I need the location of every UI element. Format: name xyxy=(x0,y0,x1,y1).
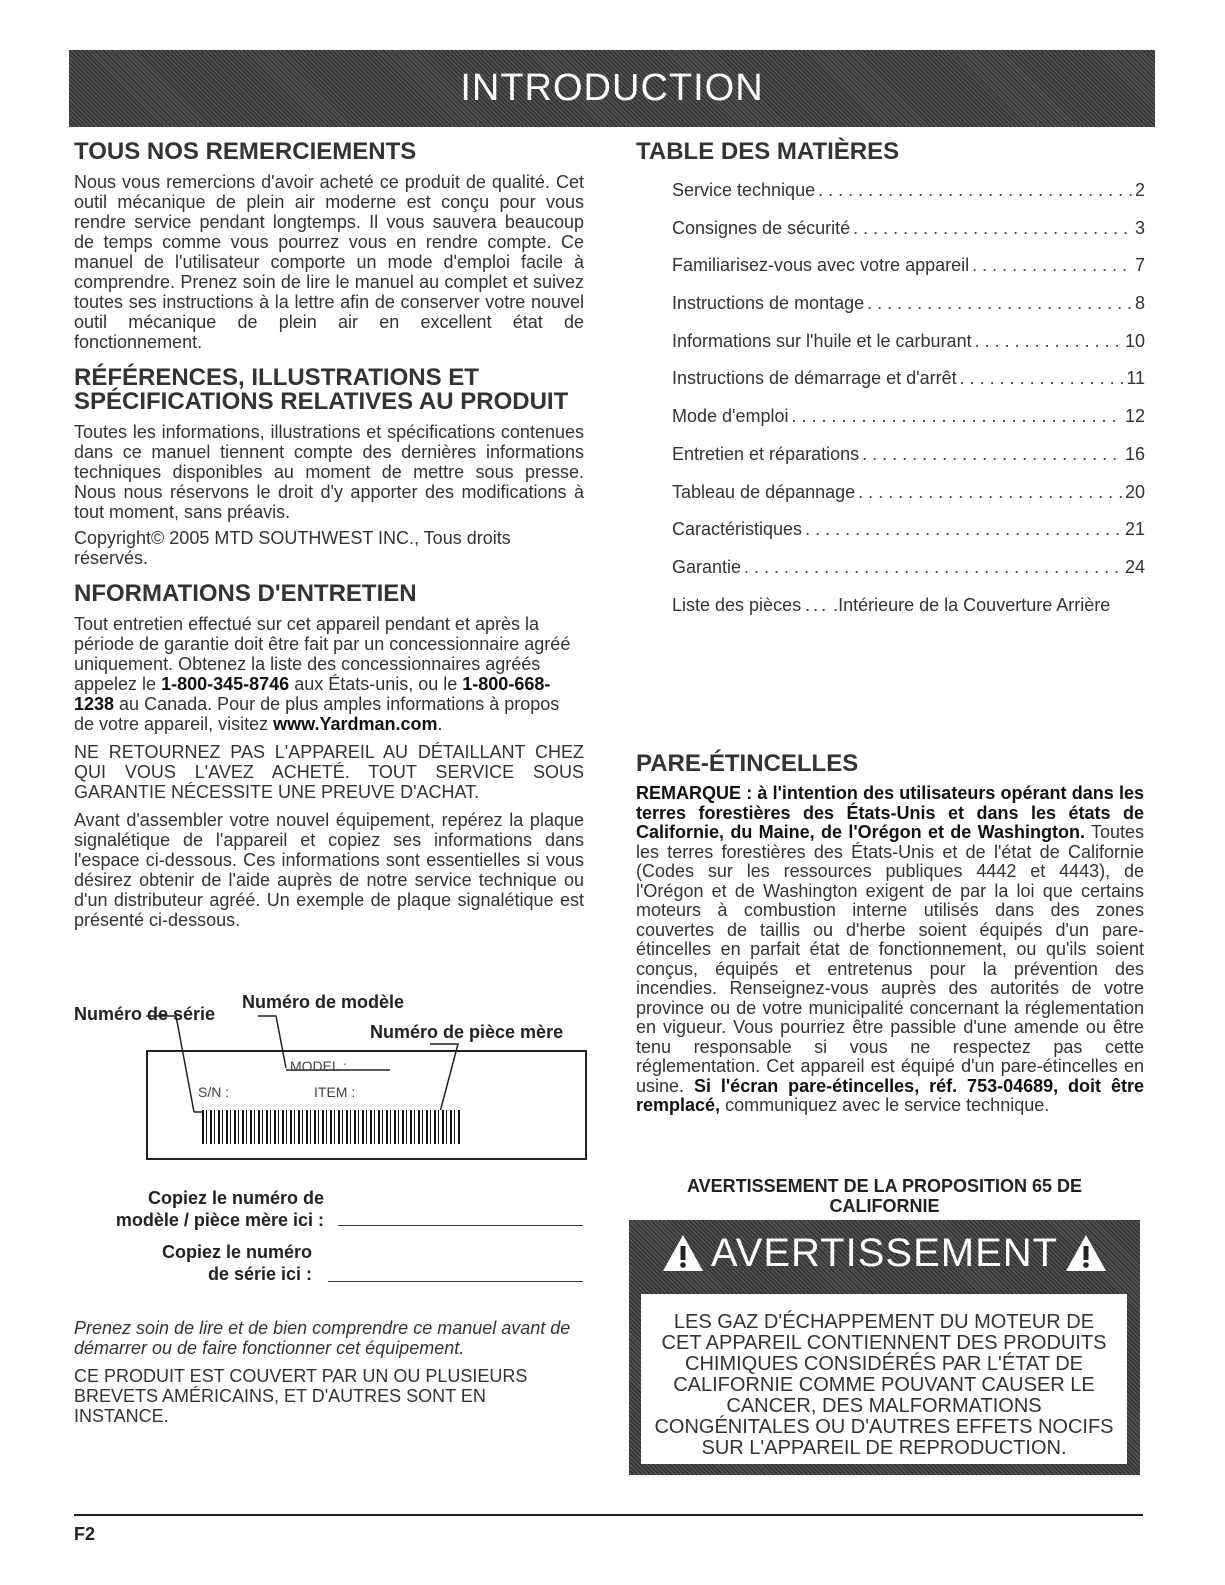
toc-item-page: 2 xyxy=(1134,180,1145,200)
toc-heading: TABLE DES MATIÈRES xyxy=(636,138,900,165)
toc-item-page: 16 xyxy=(1124,443,1145,464)
toc-item-page: 10 xyxy=(1124,330,1145,351)
thanks-body: Nous vous remercions d'avoir acheté ce produit de qualité. Cet outil mécanique de plein air moderne est conçu pour vous rendre service pendant longtemps. Il vous sauvera beaucoup de temps comme vous pourrez vous en rendre compte. Ce manuel de l'utilisateur comporte un mode d'emploi facile à comprendre. Prenez soin de lire le manuel au complet et suivez toutes ses instructions à la lettre afin de conserver votre nouvel outil mécanique de plein air en excellent état de fonctionnement. xyxy=(74,172,584,352)
spark-arrester-section xyxy=(636,752,1144,1116)
warning-triangle-icon xyxy=(661,1233,705,1273)
serial-write-field[interactable] xyxy=(328,1281,583,1282)
phone-us: 1-800-345-8746 xyxy=(161,674,290,694)
toc-item-title: Liste des pièces xyxy=(672,594,802,615)
prop65-heading xyxy=(629,1176,1140,1216)
copy-serial-label xyxy=(74,1241,312,1285)
toc-item-page: 21 xyxy=(1124,519,1145,540)
toc-item[interactable] xyxy=(672,368,1145,406)
service-heading: NFORMATIONS D'ENTRETIEN xyxy=(74,580,417,607)
toc-item-page: 11 xyxy=(1126,368,1145,389)
references-body: Toutes les informations, illustrations et spécifications contenues dans ce manuel tiennent compte des dernières informations techniques disponibles au moment de mettre sous presse. Nous nous réservons le droit d'y apporter des modifications à tout moment, sans préavis. xyxy=(74,422,584,522)
toc-item[interactable] xyxy=(672,557,1145,595)
prop65-heading-line2: CALIFORNIE xyxy=(829,1196,940,1216)
references-heading-line2: SPÉCIFICATIONS RELATIVES AU PRODUIT xyxy=(74,388,569,415)
prop65-warning-box xyxy=(629,1220,1140,1475)
toc-item-page: 12 xyxy=(1124,406,1145,427)
toc-leader xyxy=(792,406,1122,427)
toc-list xyxy=(672,180,1145,632)
model-write-field[interactable] xyxy=(338,1225,583,1226)
toc-item-page: .Intérieure de la Couverture Arrière xyxy=(833,594,1111,615)
toc-item[interactable] xyxy=(672,519,1145,557)
toc-item[interactable] xyxy=(672,482,1145,520)
thanks-heading: TOUS NOS REMERCIEMENTS xyxy=(74,138,417,165)
toc-leader xyxy=(858,482,1122,503)
toc-item[interactable] xyxy=(672,331,1145,369)
footer-rule xyxy=(74,1514,1143,1516)
toc-item-title: Informations sur l'huile et le carburant xyxy=(672,330,972,351)
toc-item-title: Entretien et réparations xyxy=(672,443,860,464)
warning-line: LES GAZ D'ÉCHAPPEMENT DU MOTEUR DE xyxy=(673,1311,1095,1333)
toc-item-title: Instructions de démarrage et d'arrêt xyxy=(672,368,957,389)
spark-body xyxy=(636,784,1144,1116)
references-heading-line1: RÉFÉRENCES, ILLUSTRATIONS ET xyxy=(74,364,479,391)
toc-leader xyxy=(853,218,1132,239)
spark-bold-tail: Si l'écran pare-étincelles, réf. 753-04689, doit être remplacé, xyxy=(636,1075,1144,1115)
copy-serial-line2: de série ici : xyxy=(207,1264,312,1284)
warning-line: CONGÉNITALES OU D'AUTRES EFFETS NOCIFS xyxy=(654,1416,1114,1438)
warning-header xyxy=(629,1220,1140,1286)
toc-item[interactable] xyxy=(672,255,1145,293)
caps-notice: NE RETOURNEZ PAS L'APPAREIL AU DÉTAILLANT CHEZ QUI VOUS L'AVEZ ACHETÉ. TOUT SERVICE SOUS GARANTIE NÉCESSITE UNE PREUVE D'ACHAT. xyxy=(74,742,584,802)
toc-item-page: 3 xyxy=(1134,217,1145,238)
warning-triangle-icon xyxy=(1064,1233,1108,1273)
toc-leader xyxy=(805,519,1122,540)
toc-leader-short: ... xyxy=(805,594,830,615)
phone-ca: 1-800-668-1238 xyxy=(74,674,551,714)
toc-item-title: Mode d'emploi xyxy=(672,406,789,427)
banner-title: INTRODUCTION xyxy=(460,67,764,109)
toc-item-title: Service technique xyxy=(672,180,816,200)
identification-plate xyxy=(146,1050,587,1160)
label-model: Numéro de modèle xyxy=(242,992,405,1012)
right-column xyxy=(636,140,1146,632)
toc-item[interactable] xyxy=(672,444,1145,482)
copyright-text: Copyright© 2005 MTD SOUTHWEST INC., Tous droits réservés. xyxy=(74,528,511,568)
toc-item-title: Consignes de sécurité xyxy=(672,217,851,238)
toc-item[interactable] xyxy=(672,293,1145,331)
service-body-c: au Canada. Pour de plus amples informations à propos de votre appareil, visitez xyxy=(74,694,560,734)
copy-model-line2: modèle / pièce mère ici : xyxy=(115,1210,324,1230)
toc-item-title: Garantie xyxy=(672,556,742,577)
copy-serial-line1: Copiez le numéro xyxy=(161,1242,312,1262)
toc-item-title: Tableau de dépannage xyxy=(672,481,856,502)
label-serial: Numéro de série xyxy=(74,1004,216,1024)
toc-item[interactable] xyxy=(672,180,1145,218)
toc-leader xyxy=(744,557,1122,578)
copy-model-label xyxy=(74,1187,324,1231)
copy-model-line1: Copiez le numéro de xyxy=(147,1188,324,1208)
warning-word: AVERTISSEMENT xyxy=(710,1230,1059,1275)
warning-line: CANCER, DES MALFORMATIONS xyxy=(726,1395,1042,1417)
toc-item-page: 8 xyxy=(1134,293,1145,314)
toc-leader xyxy=(867,293,1132,314)
page-number: F2 xyxy=(74,1524,96,1544)
barcode-graphic xyxy=(202,1110,460,1144)
toc-leader xyxy=(975,331,1122,352)
toc-item[interactable] xyxy=(672,218,1145,256)
toc-leader xyxy=(972,255,1132,276)
toc-leader xyxy=(862,444,1122,465)
toc-item-page: 7 xyxy=(1134,255,1145,276)
toc-item-title: Caractéristiques xyxy=(672,519,803,540)
toc-item-page: 24 xyxy=(1124,556,1145,577)
warning-line: CALIFORNIE COMME POUVANT CAUSER LE xyxy=(673,1374,1095,1396)
spark-body-text: Toutes les terres forestières des États-Unis et de l'état de Californie (Codes sur les ressources publiques 4442 et 4443), de l'Orégon et de Washington exigent de par la loi que certains moteurs à combustion interne utilisés dans des zones couvertes de taillis ou d'herbe soient équipés d'un pare-étincelles en parfait état de fonctionnement, ou qu'ils soient conçus, équipés et entretenus pour la prévention des incendies. Renseignez-vous auprès des autorités de votre province ou de votre municipalité concernant la réglementation en vigueur. Vous pourriez être passible d'une amende ou être tenu responsable si vous ne respectez pas cette réglementation. Cet appareil est équipé d'un pare-étincelles en usine. xyxy=(636,822,1144,1096)
website-link[interactable]: www.Yardman.com xyxy=(273,714,438,734)
label-item: Numéro de pièce mère xyxy=(370,1022,564,1042)
toc-leader xyxy=(960,368,1124,389)
spark-body-end: communiquez avec le service technique. xyxy=(720,1095,1050,1115)
service-body-b: aux États-unis, ou le xyxy=(289,674,463,694)
plate-instructions: Avant d'assembler votre nouvel équipement, repérez la plaque signalétique de l'appareil et copiez ses informations dans l'espace ci-dessous. Ces informations sont essentielles si vous désirez obtenir de l'aide auprès de notre service technique ou d'un distributeur agréé. Un exemple de plaque signalétique est présenté ci-dessous. xyxy=(74,810,584,930)
service-body-d: . xyxy=(437,714,443,734)
spark-bold-lead: REMARQUE : à l'intention des utilisateurs opérant dans les terres forestières des États-Unis et dans les états de Californie, du Maine, de l'Orégon et de Washington. xyxy=(636,783,1144,842)
patent-notice: CE PRODUIT EST COUVERT PAR UN OU PLUSIEURS BREVETS AMÉRICAINS, ET D'AUTRES SONT EN INSTANCE. xyxy=(74,1366,528,1426)
plate-model-field: MODEL : xyxy=(290,1058,348,1074)
warning-line: CHIMIQUES CONSIDÉRÉS PAR L'ÉTAT DE xyxy=(685,1353,1083,1375)
toc-item-page: 20 xyxy=(1124,481,1145,502)
service-body-a: Tout entretien effectué sur cet appareil pendant et après la période de garantie doit être fait par un concessionnaire agréé uniquement. Obtenez la liste des concessionnaires agréés appelez le xyxy=(74,614,571,694)
read-manual-note: Prenez soin de lire et de bien comprendre ce manuel avant de démarrer ou de faire fonctionner cet équipement. xyxy=(74,1318,571,1358)
warning-line: SUR L'APPAREIL DE REPRODUCTION. xyxy=(701,1437,1067,1459)
toc-item[interactable] xyxy=(672,406,1145,444)
warning-line: CET APPAREIL CONTIENNENT DES PRODUITS xyxy=(661,1332,1107,1354)
toc-leader xyxy=(818,180,1132,201)
plate-sn-field: S/N : xyxy=(198,1084,230,1100)
prop65-heading-line1: AVERTISSEMENT DE LA PROPOSITION 65 DE xyxy=(686,1176,1083,1196)
warning-body xyxy=(641,1294,1127,1464)
toc-item-title: Instructions de montage xyxy=(672,293,865,314)
spark-heading: PARE-ÉTINCELLES xyxy=(636,750,859,777)
toc-item[interactable] xyxy=(672,595,1145,633)
toc-item-title: Familiarisez-vous avec votre appareil xyxy=(672,255,970,276)
plate-item-field: ITEM : xyxy=(314,1084,356,1100)
